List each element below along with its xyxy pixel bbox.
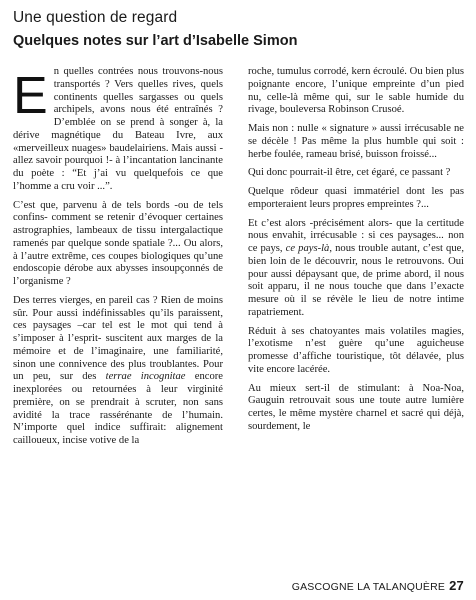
paragraph-10: Au mieux sert-il de stimulant: à Noa-Noa, Gauguin retrouvait sous une toute autre lumière certes, le même mystère charnel et sacré qui déjà, sourdement, le [248, 382, 464, 432]
right-column [248, 66, 464, 440]
paragraph-4: roche, tumulus corrodé, kern écroulé. Ou bien plus poignante encore, l’unique empreinte d’un pied nu, celle-là même qui, sur le sable humide du rivage, bouleversa Robinson Crusoé. [248, 66, 464, 116]
paragraph-8-text-a: Et c’est alors -précisément alors- que la certitude nous envahit, irrécusable : si ces paysages... non ce pays, [248, 217, 464, 254]
page-number: 27 [449, 578, 464, 593]
paragraph-9: Réduit à ses chatoyantes mais volatiles magies, l’exotisme n’est guère qu’une aguicheuse promesse d’affiche touristique, tôt délavée, plus vite encore lacérée. [248, 325, 464, 375]
paragraph-3-text-b: encore inexplorées ou retournées à leur virginité première, on se prendrait à scruter, non sans avidité la trace rassérénante de l’humain. N’importe quel indice suffirait: alignement cailloueux, incise votive de la [13, 371, 223, 446]
paragraph-5: Mais non : nulle « signature » aussi irrécusable ne se décèle ! Pas même la plus humble qui soit : herbe foulée, rameau brisé, buisson froissé... [248, 123, 464, 160]
paragraph-3-emphasis: terrae incognitae [105, 371, 186, 383]
article-title: Quelques notes sur l’art d’Isabelle Simon [13, 33, 298, 49]
paragraph-3-text-a: Des terres vierges, en pareil cas ? Rien de moins sûr. Pour aussi indéfinissables qu’ils paraissent, ces paysages –car tel est le mot qui tend à s’imposer à l’esprit- suscitent aux marges de la mémoire et de l’imaginaire, une familiarité, sinon une connivence des plus troublantes. Pour un peu, sur des [13, 294, 223, 383]
page-footer [292, 578, 464, 593]
article-kicker: Une question de regard [13, 9, 178, 26]
left-column [13, 66, 223, 454]
paragraph-1 [13, 66, 223, 194]
paragraph-3 [13, 295, 223, 448]
paragraph-1-text: n quelles contrées nous trouvons-nous transportés ? Vers quelles rives, quels continents quelles sargasses ou quels archipels, avons nous été entraînés ? D’emblée on se prend à songer à, la dérive magnétique du Bateau Ivre, aux «merveilleux nuages» baudelairiens. Mais aussi -allez savoir pourquoi !- à l’incantation lancinante du poète : “Et j’ai vu quelquefois ce que l’homme a cru voir ...”. [13, 66, 223, 192]
paragraph-2: C’est que, parvenu à de tels bords -ou de tels confins- comment se retenir d’évoquer certaines astrographies, lambeaux de tissu intergalactique ramenés par quelque sonde spatiale ?... Ou alors, à l’autre extrême, ces coupes biologiques qu’une endoscopie dérobe aux abysses insoupçonnés de l’organisme ? [13, 199, 223, 287]
drop-cap: E [13, 67, 48, 125]
paragraph-8-emphasis: ce pays-là [285, 243, 330, 254]
publication-name: GASCOGNE LA TALANQUÈRE [291, 581, 446, 593]
paragraph-6: Qui donc pourrait-il être, cet égaré, ce passant ? [248, 167, 451, 179]
paragraph-8 [248, 218, 464, 320]
article-header [13, 8, 463, 51]
paragraph-7: Quelque rôdeur quasi immatériel dont les pas emporteraient leurs propres empreintes ?... [248, 186, 464, 210]
paragraph-8-text-b: , nous trouble autant, c’est que, bien loin de le découvrir, nous le retrouvons. Oui pour aussi dépaysant que, de prime abord, il nous soit apparu, il ne nous touche que dans l’exacte mesure où il se révèle le lieu de notre intime rapatriement. [248, 243, 464, 318]
